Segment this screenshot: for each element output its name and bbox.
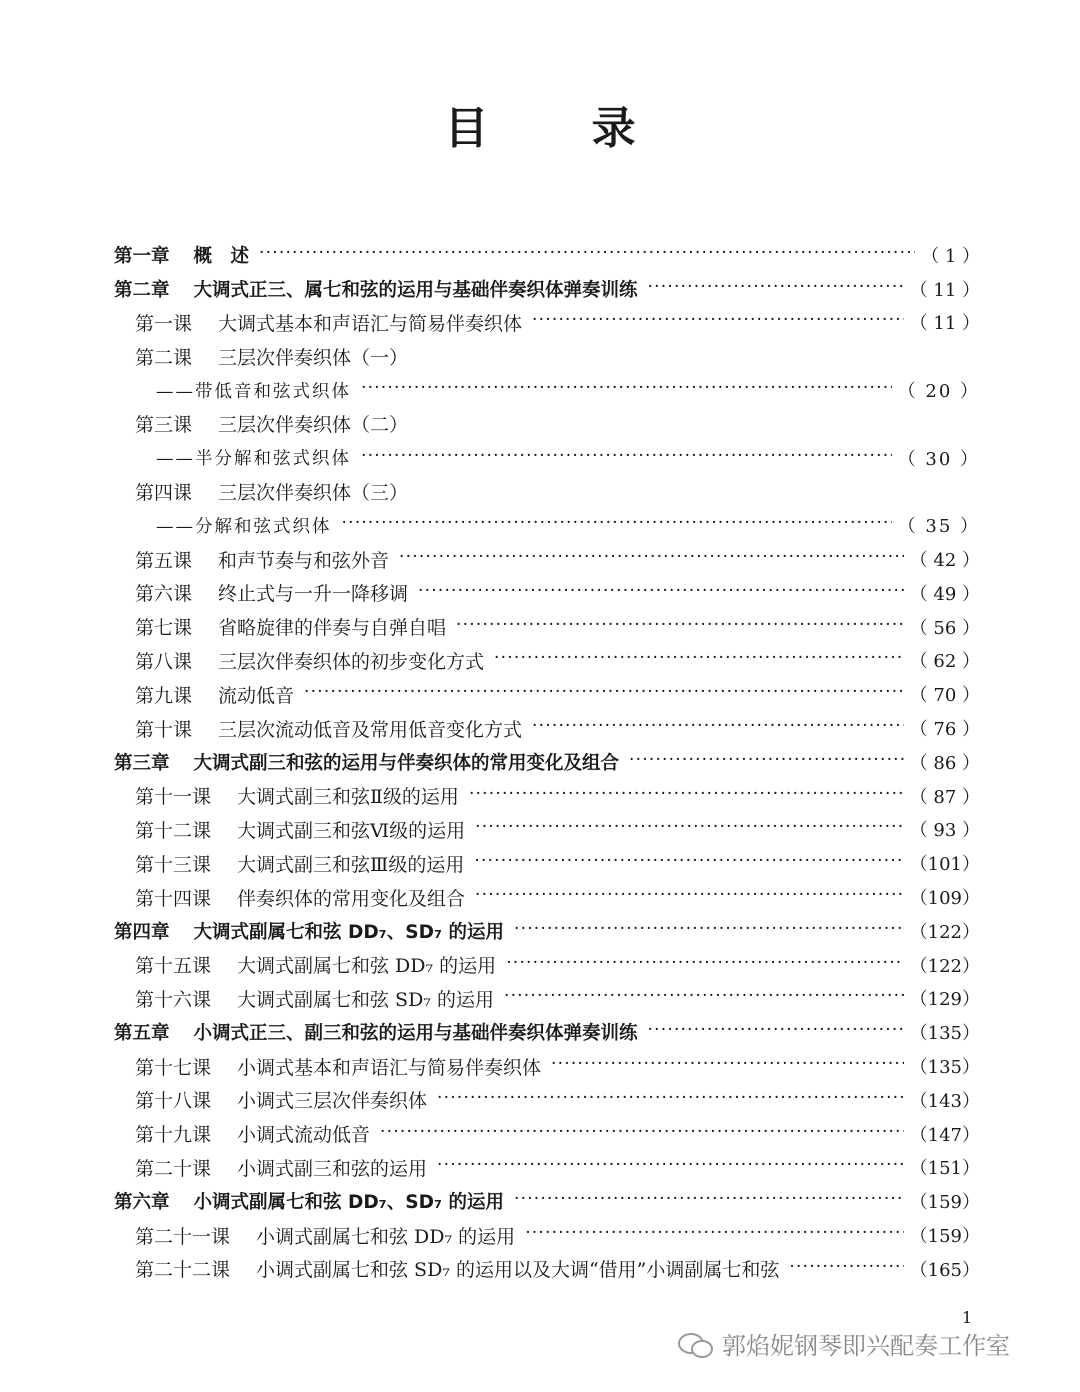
- toc-page-number: （135）: [909, 1023, 980, 1045]
- toc-chapter-row[interactable]: [114, 1184, 980, 1218]
- toc-entry-number: 第四章: [114, 921, 170, 943]
- toc-page-number: （147）: [909, 1124, 980, 1146]
- toc-lesson-row[interactable]: [114, 1151, 980, 1185]
- toc-lesson-row[interactable]: [114, 813, 980, 847]
- dot-leader: [532, 718, 904, 738]
- dot-leader: [361, 448, 892, 468]
- dot-leader: [475, 887, 904, 907]
- dot-leader: [648, 279, 904, 299]
- toc-entry-number: 第七课: [135, 617, 193, 640]
- toc-page-number: （ 62 ）: [909, 651, 980, 673]
- toc-page-number: （122）: [909, 955, 980, 977]
- toc-entry-number: 第三课: [135, 414, 193, 437]
- toc-entry-title: 省略旋律的伴奏与自弹自唱: [218, 617, 447, 640]
- dot-leader: [474, 853, 903, 873]
- toc-page-number: （109）: [909, 888, 980, 910]
- toc-entry-number: 第十九课: [135, 1124, 212, 1147]
- toc-page-number: （151）: [909, 1158, 980, 1180]
- toc-entry-title: 大调式副三和弦Ⅱ级的运用: [237, 786, 459, 809]
- toc-chapter-row[interactable]: [114, 745, 980, 779]
- toc-lesson-row[interactable]: [114, 711, 980, 745]
- toc-page-number: （159）: [909, 1192, 980, 1214]
- dot-leader: [437, 1157, 904, 1177]
- toc-page-number: （101）: [909, 854, 980, 876]
- toc-entry-title: 三层次伴奏织体（三）: [218, 481, 409, 504]
- dot-leader: [494, 650, 904, 670]
- toc-page-number: （135）: [909, 1057, 980, 1079]
- dot-leader: [456, 617, 904, 637]
- table-of-contents: [114, 238, 980, 1286]
- toc-lesson-row[interactable]: [114, 1117, 980, 1151]
- dot-leader: [380, 1124, 904, 1144]
- toc-entry-title: ——分解和弦式织体: [156, 516, 332, 537]
- toc-lesson-row[interactable]: [114, 610, 980, 644]
- toc-lesson-row[interactable]: [114, 948, 980, 982]
- toc-entry-title: 三层次伴奏织体的初步变化方式: [218, 650, 485, 673]
- toc-chapter-row[interactable]: [114, 914, 980, 948]
- toc-page-number: （ 93 ）: [909, 820, 980, 842]
- toc-lesson-row[interactable]: [114, 542, 980, 576]
- dot-leader: [514, 921, 904, 941]
- toc-entry-number: 第一课: [135, 312, 193, 335]
- dot-leader: [504, 988, 904, 1008]
- dot-leader: [475, 819, 904, 839]
- toc-page-number: （165）: [909, 1259, 980, 1281]
- toc-lesson-row[interactable]: [114, 1083, 980, 1117]
- toc-entry-title: 小调式副属七和弦 DD₇ 的运用: [256, 1225, 516, 1248]
- toc-entry-number: 第三章: [114, 752, 170, 774]
- toc-entry-number: 第十三课: [135, 853, 212, 876]
- toc-entry-number: 第二十课: [135, 1157, 212, 1180]
- toc-lesson-row[interactable]: [114, 644, 980, 678]
- toc-entry-title: 小调式三层次伴奏织体: [237, 1090, 428, 1113]
- toc-lesson-row[interactable]: [114, 1049, 980, 1083]
- toc-page-number: （ 20 ）: [897, 381, 980, 403]
- toc-entry-title: 伴奏织体的常用变化及组合: [237, 887, 466, 910]
- toc-entry-title: 小调式副属七和弦 DD₇、SD₇ 的运用: [193, 1192, 504, 1214]
- toc-page-number: （ 35 ）: [897, 516, 980, 538]
- toc-lesson-row[interactable]: [114, 339, 980, 373]
- toc-lesson-row[interactable]: [114, 306, 980, 340]
- toc-page-number: （ 49 ）: [909, 583, 980, 605]
- dot-leader: [506, 955, 903, 975]
- toc-page-number: （ 70 ）: [909, 685, 980, 707]
- toc-entry-number: 第十一课: [135, 786, 212, 809]
- dot-leader: [514, 1191, 904, 1211]
- toc-page-number: （122）: [909, 921, 980, 943]
- toc-page-number: （ 1 ）: [921, 245, 980, 267]
- toc-page-number: （ 11 ）: [909, 279, 980, 301]
- wechat-icon: [678, 1331, 712, 1357]
- dot-leader: [789, 1259, 903, 1279]
- dot-leader: [399, 549, 904, 569]
- toc-lesson-row[interactable]: [114, 982, 980, 1016]
- dot-leader: [304, 684, 904, 704]
- toc-page-number: （ 56 ）: [909, 617, 980, 639]
- toc-entry-number: 第二章: [114, 279, 170, 301]
- toc-page-number: （ 76 ）: [909, 719, 980, 741]
- dot-leader: [629, 752, 904, 772]
- toc-entry-number: 第二十一课: [135, 1225, 231, 1248]
- toc-subtitle-row[interactable]: [114, 441, 980, 475]
- toc-entry-title: 终止式与一升一降移调: [218, 583, 409, 606]
- toc-lesson-row[interactable]: [114, 846, 980, 880]
- page-title: 目 录: [444, 103, 680, 154]
- toc-entry-title: 小调式副属七和弦 SD₇ 的运用以及大调“借用”小调副属七和弦: [256, 1259, 780, 1282]
- toc-entry-number: 第六课: [135, 583, 193, 606]
- toc-lesson-row[interactable]: [114, 407, 980, 441]
- toc-lesson-row[interactable]: [114, 1252, 980, 1286]
- dot-leader: [437, 1090, 904, 1110]
- toc-lesson-row[interactable]: [114, 779, 980, 813]
- watermark-text: 郭焰妮钢琴即兴配奏工作室: [722, 1332, 1010, 1360]
- toc-entry-title: 和声节奏与和弦外音: [218, 549, 390, 572]
- toc-entry-title: 小调式基本和声语汇与简易伴奏织体: [237, 1056, 542, 1079]
- toc-entry-title: 大调式副三和弦的运用与伴奏织体的常用变化及组合: [193, 752, 620, 774]
- toc-entry-title: 概 述: [193, 245, 250, 267]
- toc-entry-title: ——带低音和弦式织体: [156, 381, 351, 402]
- toc-entry-number: 第十课: [135, 718, 193, 741]
- toc-entry-title: 大调式副属七和弦 DD₇ 的运用: [237, 955, 497, 978]
- toc-entry-title: 小调式副三和弦的运用: [237, 1157, 428, 1180]
- toc-lesson-row[interactable]: [114, 677, 980, 711]
- toc-lesson-row[interactable]: [114, 880, 980, 914]
- toc-entry-title: 大调式副属七和弦 DD₇、SD₇ 的运用: [193, 921, 504, 943]
- dot-leader: [361, 380, 892, 400]
- toc-entry-title: 三层次伴奏织体（一）: [218, 346, 409, 369]
- toc-entry-number: 第十四课: [135, 887, 212, 910]
- toc-entry-number: 第十七课: [135, 1056, 212, 1079]
- toc-entry-number: 第四课: [135, 481, 193, 504]
- toc-entry-title: 大调式副三和弦Ⅲ级的运用: [237, 853, 465, 876]
- toc-entry-title: 三层次伴奏织体（二）: [218, 414, 409, 437]
- dot-leader: [532, 312, 904, 332]
- toc-entry-number: 第十五课: [135, 955, 212, 978]
- toc-chapter-row[interactable]: [114, 272, 980, 306]
- toc-entry-number: 第九课: [135, 684, 193, 707]
- toc-page-number: （ 11 ）: [909, 313, 980, 335]
- toc-lesson-row[interactable]: [114, 1218, 980, 1252]
- toc-entry-title: 小调式正三、副三和弦的运用与基础伴奏织体弹奏训练: [193, 1023, 638, 1045]
- dot-leader: [551, 1056, 904, 1076]
- dot-leader: [259, 245, 915, 265]
- toc-entry-number: 第二课: [135, 346, 193, 369]
- toc-page-number: （159）: [909, 1226, 980, 1247]
- dot-leader: [469, 786, 904, 806]
- toc-entry-number: 第十二课: [135, 819, 212, 842]
- dot-leader: [418, 583, 904, 603]
- toc-entry-number: 第八课: [135, 650, 193, 673]
- toc-page-number: （129）: [909, 989, 980, 1011]
- toc-entry-number: 第六章: [114, 1192, 170, 1214]
- toc-page-number: （ 87 ）: [909, 786, 980, 808]
- dot-leader: [525, 1225, 903, 1245]
- toc-page-number: （ 42 ）: [909, 550, 980, 572]
- toc-chapter-row[interactable]: [114, 238, 980, 272]
- toc-entry-title: 大调式副属七和弦 SD₇ 的运用: [237, 988, 494, 1011]
- watermark: [678, 1326, 1010, 1361]
- toc-entry-number: 第十六课: [135, 988, 212, 1011]
- toc-subtitle-row[interactable]: [114, 373, 980, 407]
- toc-entry-title: 流动低音: [218, 684, 295, 707]
- toc-page-number: （143）: [909, 1090, 980, 1112]
- toc-page-number: （ 30 ）: [897, 448, 980, 470]
- toc-chapter-row[interactable]: [114, 1015, 980, 1049]
- toc-page-number: （ 86 ）: [909, 752, 980, 774]
- toc-entry-title: 大调式正三、属七和弦的运用与基础伴奏织体弹奏训练: [193, 279, 638, 301]
- toc-subtitle-row[interactable]: [114, 508, 980, 542]
- toc-entry-number: 第一章: [114, 245, 170, 267]
- dot-leader: [342, 515, 892, 535]
- toc-entry-number: 第五章: [114, 1023, 170, 1045]
- toc-entry-number: 第十八课: [135, 1090, 212, 1113]
- page-number: 1: [962, 1308, 973, 1327]
- toc-entry-title: ——半分解和弦式织体: [156, 449, 351, 470]
- toc-entry-title: 小调式流动低音: [237, 1124, 371, 1147]
- toc-entry-title: 大调式基本和声语汇与简易伴奏织体: [218, 312, 523, 335]
- toc-lesson-row[interactable]: [114, 475, 980, 509]
- toc-lesson-row[interactable]: [114, 576, 980, 610]
- toc-entry-title: 三层次流动低音及常用低音变化方式: [218, 718, 523, 741]
- toc-entry-number: 第五课: [135, 549, 193, 572]
- toc-entry-title: 大调式副三和弦Ⅵ级的运用: [237, 819, 466, 842]
- dot-leader: [648, 1022, 904, 1042]
- toc-entry-number: 第二十二课: [135, 1259, 231, 1282]
